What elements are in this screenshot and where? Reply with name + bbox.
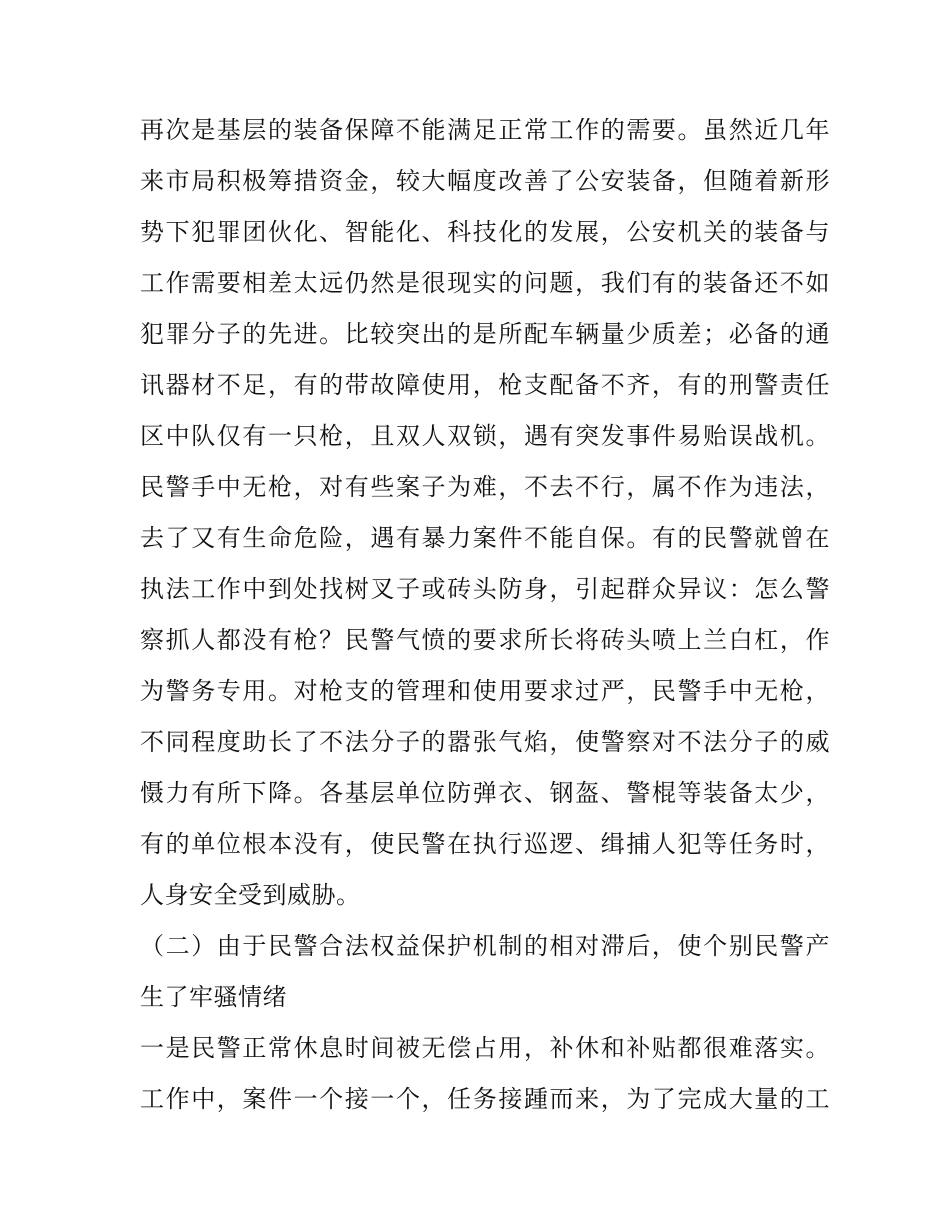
text-line: 慑力有所下降。各基层单位防弹衣、钢盔、警棍等装备太少， — [140, 779, 830, 807]
text-line: 民警手中无枪，对有些案子为难，不去不行，属不作为违法， — [140, 473, 830, 501]
body-text — [140, 105, 830, 1125]
text-line: 有的单位根本没有，使民警在执行巡逻、缉捕人犯等任务时， — [140, 830, 830, 858]
text-line: 察抓人都没有枪？民警气愤的要求所长将砖头喷上兰白杠，作 — [140, 626, 830, 654]
text-line: 区中队仅有一只枪，且双人双锁，遇有突发事件易贻误战机。 — [140, 422, 830, 450]
text-line: 一是民警正常休息时间被无偿占用，补休和补贴都很难落实。 — [140, 1034, 830, 1062]
text-line: 来市局积极筹措资金，较大幅度改善了公安装备，但随着新形 — [140, 167, 830, 195]
text-line: 去了又有生命危险，遇有暴力案件不能自保。有的民警就曾在 — [140, 524, 830, 552]
text-line: 工作需要相差太远仍然是很现实的问题，我们有的装备还不如 — [140, 269, 830, 297]
text-line: 势下犯罪团伙化、智能化、科技化的发展，公安机关的装备与 — [140, 218, 830, 246]
text-line: 工作中，案件一个接一个，任务接踵而来，为了完成大量的工 — [140, 1085, 830, 1113]
text-line: 为警务专用。对枪支的管理和使用要求过严，民警手中无枪， — [140, 677, 830, 705]
text-line: 人身安全受到威胁。 — [140, 881, 361, 909]
text-line: 再次是基层的装备保障不能满足正常工作的需要。虽然近几年 — [140, 116, 830, 144]
text-line: 执法工作中到处找树叉子或砖头防身，引起群众异议：怎么警 — [140, 575, 830, 603]
text-line: 讯器材不足，有的带故障使用，枪支配备不齐，有的刑警责任 — [140, 371, 830, 399]
section-heading-line: （二）由于民警合法权益保护机制的相对滞后，使个别民警产 — [140, 932, 830, 960]
section-heading-line: 生了牢骚情绪 — [140, 983, 287, 1011]
text-line: 犯罪分子的先进。比较突出的是所配车辆量少质差；必备的通 — [140, 320, 830, 348]
text-line: 不同程度助长了不法分子的嚣张气焰，使警察对不法分子的威 — [140, 728, 830, 756]
